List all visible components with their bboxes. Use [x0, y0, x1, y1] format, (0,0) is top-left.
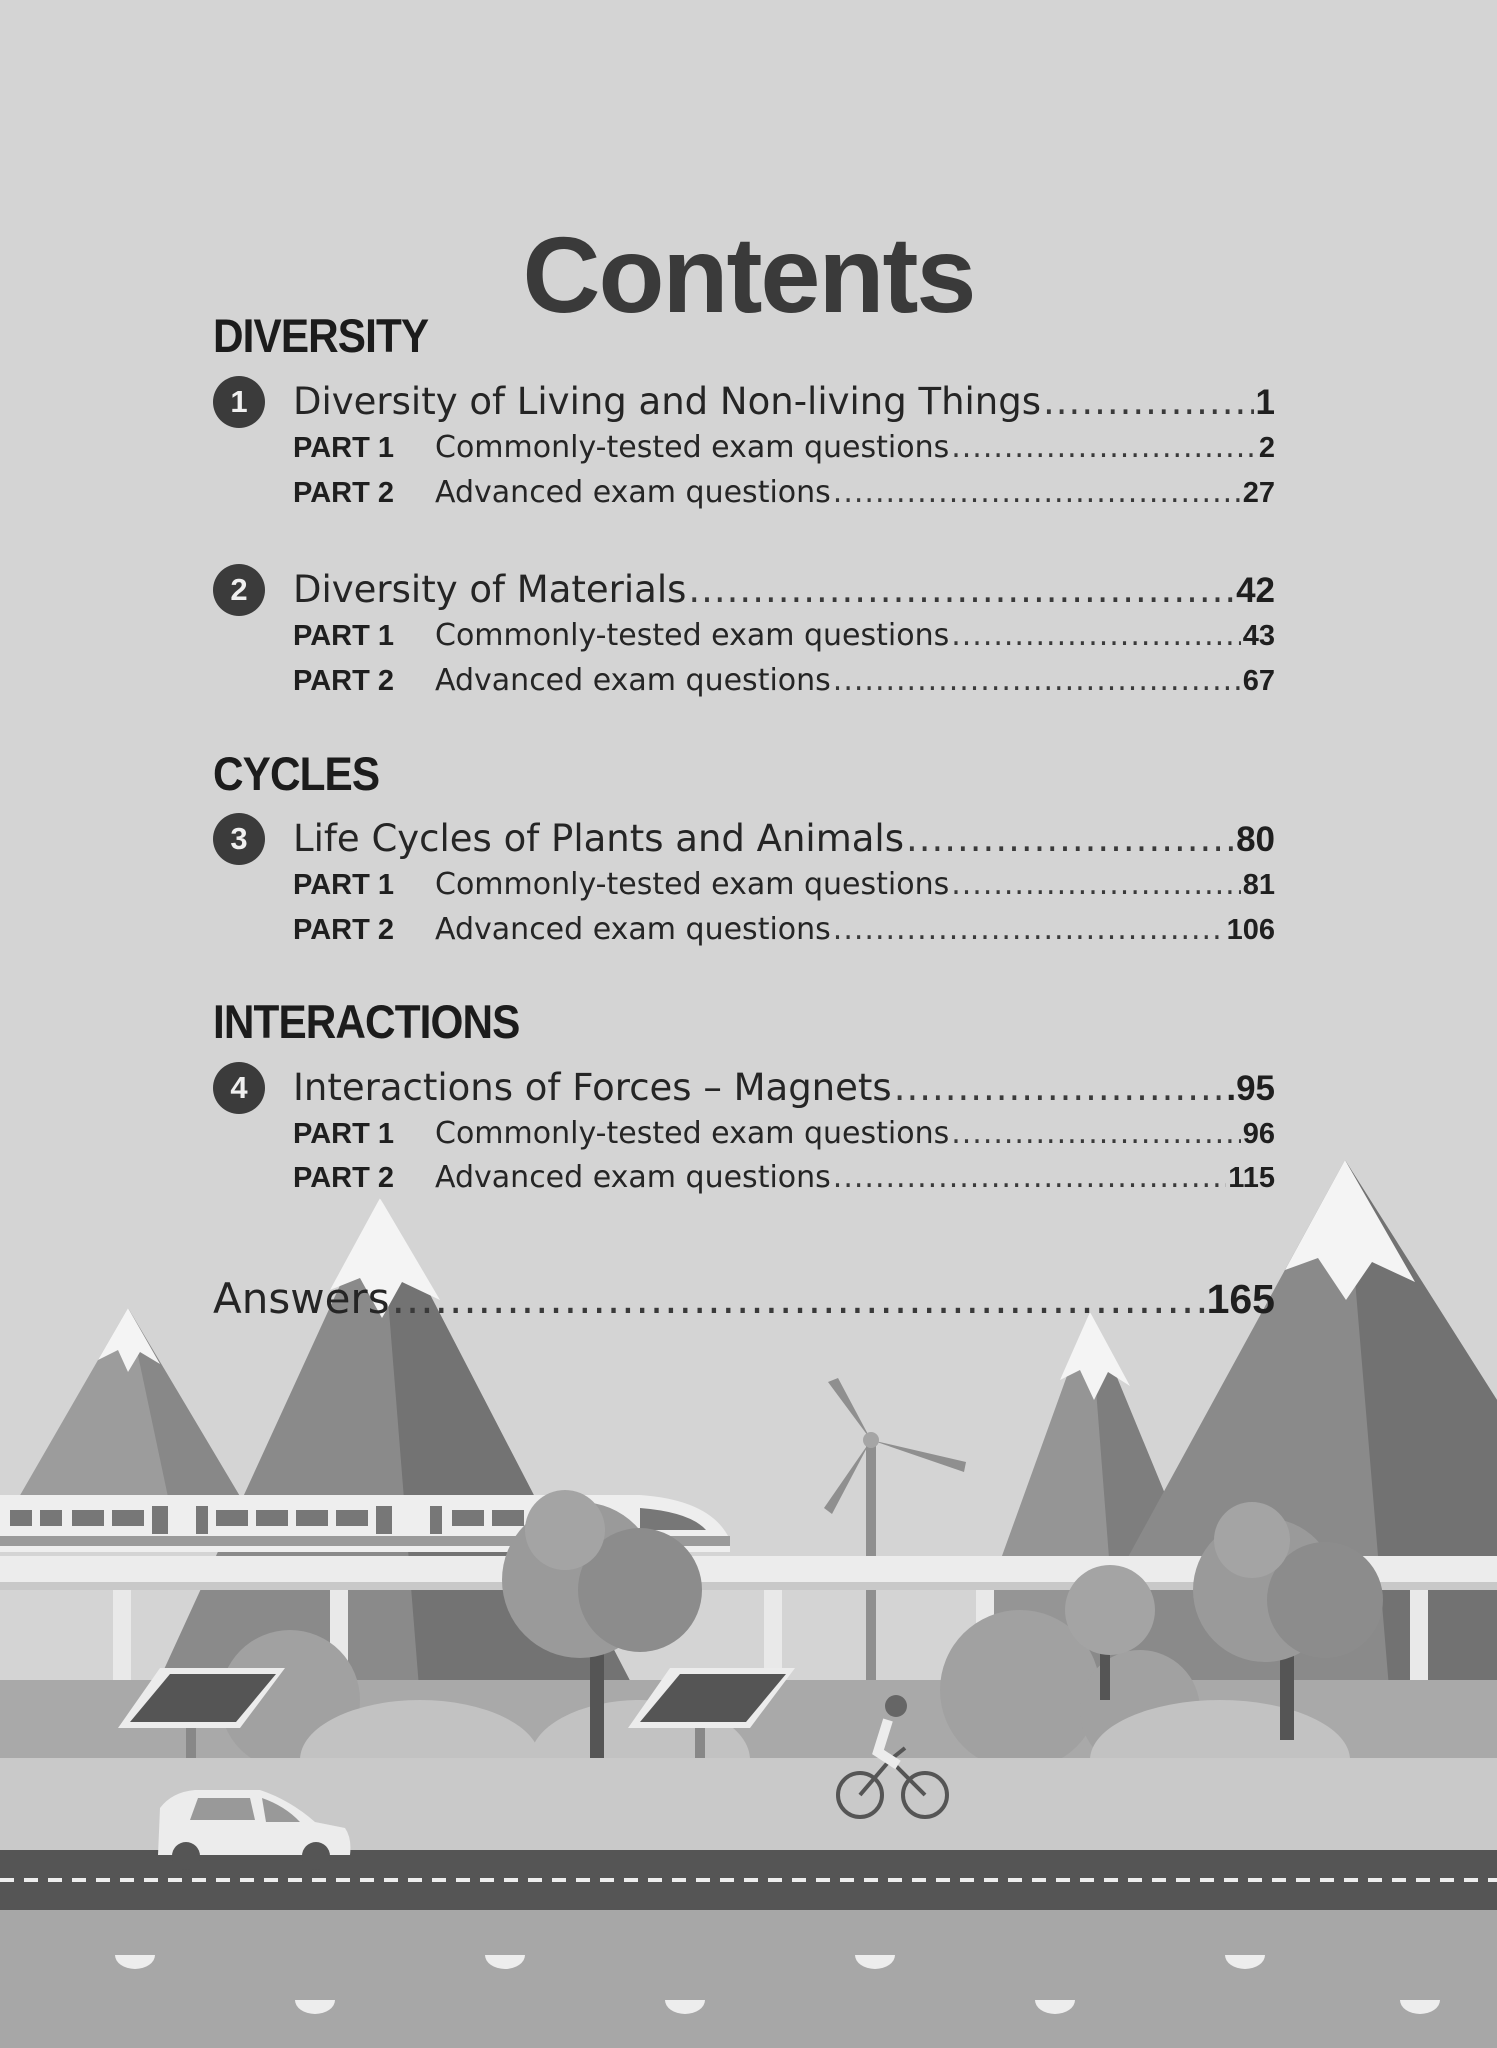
- page-number: 96: [1242, 1118, 1275, 1150]
- dot-leader: [951, 1116, 1241, 1151]
- dot-leader: [906, 817, 1234, 860]
- part-title: Commonly-tested exam questions: [435, 867, 950, 902]
- part-label: PART 1: [293, 432, 394, 464]
- part-label: PART 2: [293, 1162, 394, 1194]
- page-number: 81: [1242, 869, 1275, 901]
- page-number: 2: [1258, 432, 1275, 464]
- page-number: 115: [1228, 1162, 1275, 1194]
- part-title: Advanced exam questions: [435, 1160, 831, 1195]
- toc-entry-part[interactable]: [213, 430, 1275, 465]
- dot-leader: [951, 867, 1241, 902]
- toc-entry-part[interactable]: [213, 663, 1275, 698]
- dot-leader: [833, 1160, 1226, 1195]
- chapter-title: Diversity of Materials: [293, 568, 687, 611]
- toc-entry-part[interactable]: [213, 912, 1275, 947]
- part-label: PART 1: [293, 1118, 394, 1150]
- part-title: Commonly-tested exam questions: [435, 618, 950, 653]
- chapter-title: Diversity of Living and Non-living Things: [293, 380, 1042, 423]
- toc-entry-answers[interactable]: [213, 1274, 1275, 1323]
- page-title: Contents: [522, 214, 975, 336]
- dot-leader: [688, 568, 1234, 611]
- part-title: Advanced exam questions: [435, 912, 831, 947]
- chapter-number-badge: 1: [213, 376, 265, 428]
- answers-label: Answers: [213, 1274, 390, 1323]
- page-number: 1: [1255, 383, 1275, 422]
- chapter-number-badge: 4: [213, 1062, 265, 1114]
- chapter-number-badge: 3: [213, 813, 265, 865]
- wind-turbine-icon: [824, 1378, 966, 1680]
- part-label: PART 2: [293, 665, 394, 697]
- page-number: 27: [1242, 477, 1275, 509]
- toc-entry-chapter-2[interactable]: [213, 568, 1275, 611]
- section-heading-cycles: CYCLES: [213, 747, 380, 800]
- dot-leader: [894, 1066, 1225, 1109]
- page-number: 106: [1226, 914, 1275, 946]
- toc-entry-part[interactable]: [213, 1160, 1275, 1195]
- dot-leader: [951, 430, 1257, 465]
- page-number: 43: [1242, 620, 1275, 652]
- section-heading-interactions: INTERACTIONS: [213, 995, 520, 1048]
- chapter-number-badge: 2: [213, 564, 265, 616]
- chapter-title: Life Cycles of Plants and Animals: [293, 817, 904, 860]
- dot-leader: [392, 1274, 1205, 1323]
- part-title: Commonly-tested exam questions: [435, 1116, 950, 1151]
- toc-entry-part[interactable]: [213, 618, 1275, 653]
- section-heading-diversity: DIVERSITY: [213, 309, 429, 362]
- toc-entry-part[interactable]: [213, 867, 1275, 902]
- part-label: PART 2: [293, 914, 394, 946]
- part-title: Advanced exam questions: [435, 663, 831, 698]
- page-number: 67: [1242, 665, 1275, 697]
- toc-entry-chapter-1[interactable]: [213, 380, 1275, 423]
- page-number: .95: [1226, 1069, 1275, 1108]
- part-label: PART 1: [293, 869, 394, 901]
- dot-leader: [951, 618, 1241, 653]
- toc-entry-chapter-3[interactable]: [213, 817, 1275, 860]
- page-number: 165: [1206, 1276, 1275, 1322]
- chapter-title: Interactions of Forces – Magnets: [293, 1066, 892, 1109]
- part-label: PART 1: [293, 620, 394, 652]
- part-title: Commonly-tested exam questions: [435, 430, 950, 465]
- dot-leader: [833, 663, 1241, 698]
- toc-entry-part[interactable]: [213, 475, 1275, 510]
- dot-leader: [1043, 380, 1254, 423]
- dot-leader: [833, 475, 1241, 510]
- part-label: PART 2: [293, 477, 394, 509]
- page-number: 42: [1236, 571, 1275, 610]
- toc-entry-part[interactable]: [213, 1116, 1275, 1151]
- toc-entry-chapter-4[interactable]: [213, 1066, 1275, 1109]
- part-title: Advanced exam questions: [435, 475, 831, 510]
- dot-leader: [833, 912, 1225, 947]
- page-number: 80: [1236, 820, 1275, 859]
